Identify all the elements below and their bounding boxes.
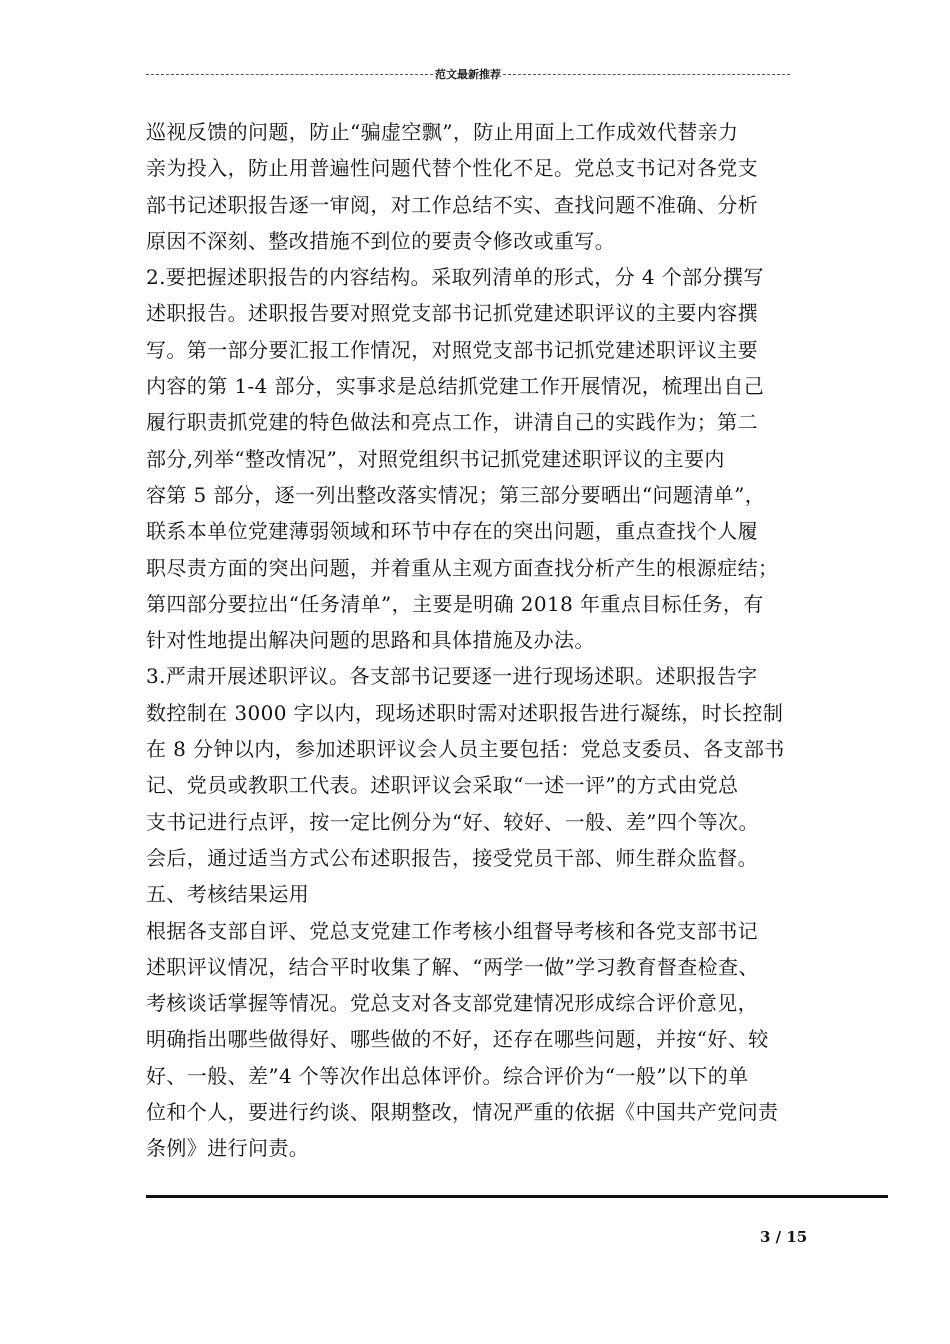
body-line: 亲为投入，防止用普遍性问题代替个性化不足。党总支书记对各党支	[146, 156, 758, 181]
body-line: 好、一般、差”4 个等次作出总体评价。综合评价为“一般”以下的单	[146, 1063, 749, 1088]
body-line: 巡视反馈的问题，防止“骗虚空飘”，防止用面上工作成效代替亲力	[146, 120, 739, 144]
body-line: 在 8 分钟以内，参加述职评议会人员主要包括：党总支委员、各支部书	[146, 737, 785, 762]
section-heading: 五、考核结果运用	[146, 882, 310, 907]
body-line: 履行职责抓党建的特色做法和亮点工作，讲清自己的实践作为；第二	[146, 410, 758, 435]
body-line: 述职报告。述职报告要对照党支部书记抓党建述职评议的主要内容撰	[146, 301, 758, 326]
body-line: 原因不深刻、整改措施不到位的要责令修改或重写。	[146, 228, 616, 253]
body-line: 3.严肃开展述职评议。各支部书记要逐一进行现场述职。述职报告字	[146, 664, 758, 689]
header-dash-right	[503, 74, 790, 75]
body-line: 述职评议情况，结合平时收集了解、“两学一做”学习教育督查检查、	[146, 954, 759, 979]
body-line: 会后，通过适当方式公布述职报告，接受党员干部、师生群众监督。	[146, 845, 758, 870]
body-line: 联系本单位党建薄弱领域和环节中存在的突出问题，重点查找个人履	[146, 519, 758, 544]
body-line: 位和个人，要进行约谈、限期整改，情况严重的依据《中国共产党问责	[146, 1100, 779, 1125]
body-line: 条例》进行问责。	[146, 1136, 310, 1161]
body-line: 针对性地提出解决问题的思路和具体措施及办法。	[146, 628, 595, 653]
body-line: 容第 5 部分，逐一列出整改落实情况；第三部分要晒出“问题清单”，	[146, 482, 766, 507]
body-line: 职尽责方面的突出问题，并着重从主观方面查找分析产生的根源症结；	[146, 555, 779, 580]
body-line: 第四部分要拉出“任务清单”，主要是明确 2018 年重点目标任务，有	[146, 591, 764, 616]
body-line: 数控制在 3000 字以内，现场述职时需对述职报告进行凝练，时长控制	[146, 700, 784, 725]
document-body	[146, 114, 814, 1167]
body-line: 2.要把握述职报告的内容结构。采取列清单的形式，分 4 个部分撰写	[146, 265, 764, 290]
body-line: 明确指出哪些做得好、哪些做的不好，还存在哪些问题，并按“好、较	[146, 1027, 769, 1052]
body-line: 内容的第 1-4 部分，实事求是总结抓党建工作开展情况，梳理出自己	[146, 374, 765, 399]
page-header	[146, 66, 790, 82]
header-dash-left	[146, 74, 433, 75]
body-line: 写。第一部分要汇报工作情况，对照党支部书记抓党建述职评议主要	[146, 337, 758, 362]
body-line: 根据各支部自评、党总支党建工作考核小组督导考核和各党支部书记	[146, 918, 758, 943]
page-number: 3 / 15	[760, 1228, 808, 1246]
header-title: 范文最新推荐	[435, 68, 501, 81]
body-line: 记、党员或教职工代表。述职评议会采取“一述一评”的方式由党总	[146, 773, 739, 798]
body-line: 部分,列举“整改情况”，对照党组织书记抓党建述职评议的主要内	[146, 446, 725, 471]
body-line: 考核谈话掌握等情况。党总支对各支部党建情况形成综合评价意见，	[146, 991, 758, 1016]
footer-divider	[146, 1195, 888, 1198]
body-line: 部书记述职报告逐一审阅，对工作总结不实、查找问题不准确、分析	[146, 192, 758, 217]
body-line: 支书记进行点评，按一定比例分为“好、较好、一般、差”四个等次。	[146, 809, 759, 834]
